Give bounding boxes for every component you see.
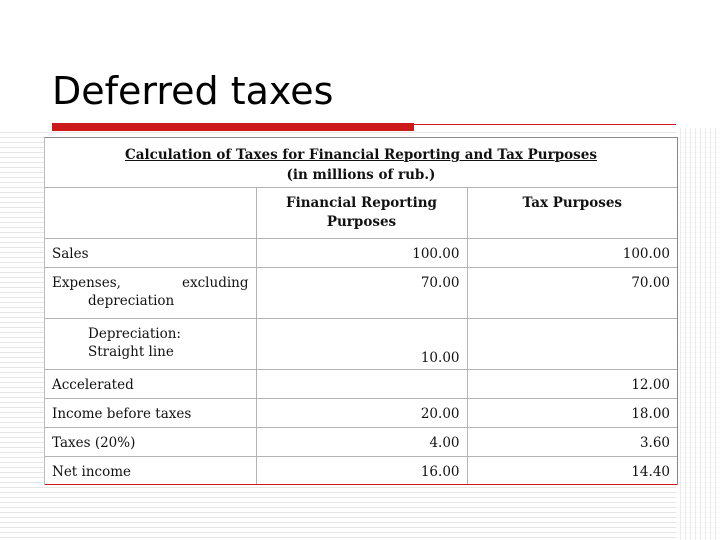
- row-fin-value: 16.00: [256, 456, 467, 484]
- title-accent-bar: [52, 123, 414, 131]
- row-fin-value: 70.00: [256, 267, 467, 318]
- row-label: Taxes (20%): [45, 427, 256, 456]
- header-fin-line1: Financial Reporting: [286, 194, 437, 211]
- table-row-expenses: [45, 267, 677, 318]
- row-tax-value: 3.60: [467, 427, 677, 456]
- row-fin-value: 4.00: [256, 427, 467, 456]
- row-label: Accelerated: [45, 369, 256, 398]
- row-tax-value: 12.00: [467, 369, 677, 398]
- row-label: [45, 267, 256, 318]
- table-row-taxes: [45, 427, 677, 456]
- table-header-row: [45, 187, 677, 238]
- row-fin-value: 100.00: [256, 238, 467, 267]
- row-label-line1: Depreciation:: [88, 325, 181, 342]
- row-tax-value: 14.40: [467, 456, 677, 484]
- row-tax-value: 18.00: [467, 398, 677, 427]
- row-label: Net income: [45, 456, 256, 484]
- background-stripes-vertical: [676, 128, 720, 540]
- row-fin-value: 10.00: [256, 318, 467, 369]
- header-empty-cell: [45, 187, 256, 238]
- row-tax-value: [467, 318, 677, 369]
- row-label: [45, 318, 256, 369]
- row-label: Sales: [45, 238, 256, 267]
- table-caption-units: (in millions of rub.): [286, 167, 436, 183]
- tax-calculation-table: [44, 137, 678, 485]
- row-tax-value: 100.00: [467, 238, 677, 267]
- table-caption: [45, 138, 677, 187]
- row-label-part1: Expenses,: [52, 274, 121, 291]
- row-label-line2: depreciation: [88, 292, 175, 309]
- row-fin-value: [256, 369, 467, 398]
- row-fin-value: 20.00: [256, 398, 467, 427]
- table-row-net-income: [45, 456, 677, 484]
- table-row-income-before-taxes: [45, 398, 677, 427]
- table-caption-row: [45, 138, 677, 187]
- header-tax-purposes: Tax Purposes: [467, 187, 677, 238]
- table-row-sales: [45, 238, 677, 267]
- header-financial-reporting: [256, 187, 467, 238]
- row-tax-value: 70.00: [467, 267, 677, 318]
- table-row-accelerated: [45, 369, 677, 398]
- row-label-line2: Straight line: [88, 343, 174, 360]
- header-fin-line2: Purposes: [326, 213, 397, 230]
- row-label-part2: excluding: [182, 274, 249, 291]
- table-row-depreciation: [45, 318, 677, 369]
- slide-title: Deferred taxes: [52, 69, 334, 113]
- title-accent-line: [414, 124, 676, 125]
- row-label: Income before taxes: [45, 398, 256, 427]
- table-caption-title: Calculation of Taxes for Financial Reporting and Tax Purposes: [125, 147, 597, 163]
- bottom-accent-line: [45, 484, 677, 485]
